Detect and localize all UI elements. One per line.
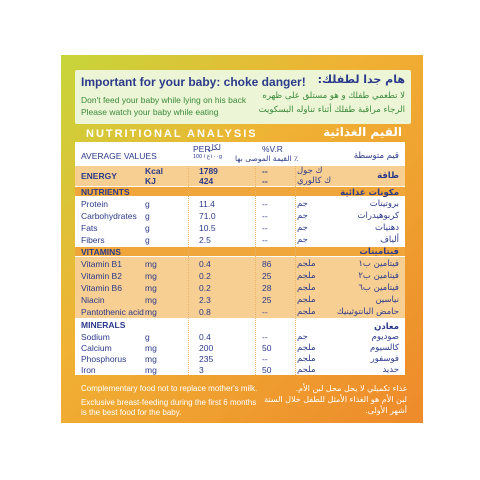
table-cell-name-ar: حديد [382, 365, 399, 375]
table-cell-name-ar: كربوهيدرات [357, 211, 399, 221]
footer-line: Exclusive breast-feeding during the first 6 months [81, 398, 257, 407]
table-cell-vr: -- [262, 199, 268, 209]
table-cell-unit-ar: ملجم [297, 307, 316, 317]
table-cell-unit: g [145, 332, 150, 342]
nutrients-section: NUTRIENTS [81, 187, 130, 197]
table-cell-value: 2.3 [199, 295, 211, 305]
footer-line-ar: لبن الأم هو الغذاء الأمثل للطفل خلال الستة [264, 395, 407, 404]
header-vr: %V.R [262, 144, 283, 154]
table-cell-vr: -- [262, 211, 268, 221]
table-cell-unit-ar: جم [297, 332, 308, 342]
table-cell-vr: 25 [262, 271, 272, 281]
nutrition-table [75, 142, 405, 375]
table-cell-name-ar: فوسفور [370, 354, 399, 364]
table-cell-name-ar: حامض البانتوثينيك [336, 307, 399, 317]
energy-band [75, 166, 405, 186]
table-cell-vr: 86 [262, 259, 272, 269]
table-cell-name: Fats [81, 223, 98, 233]
table-cell-unit-ar: ملجم [297, 259, 316, 269]
table-cell-name-ar: فيتامين ب١ [358, 259, 399, 269]
table-cell-unit-ar: ملجم [297, 283, 316, 293]
table-cell-name: Fibers [81, 235, 105, 245]
warning-title-ar: هام جدا لطفلك: [317, 73, 405, 86]
table-cell-vr: 50 [262, 365, 272, 375]
table-cell-name-ar: فيتامين ب٢ [358, 271, 399, 281]
footer-notice [75, 378, 411, 419]
table-cell-vr: -- [262, 223, 268, 233]
table-cell-name: Calcium [81, 343, 112, 353]
table-cell-unit: g [145, 211, 150, 221]
table-cell-unit-ar: ملجم [297, 354, 316, 364]
table-cell-vr: -- [262, 354, 268, 364]
energy-vr: -- [262, 166, 268, 176]
table-cell-unit: mg [145, 365, 157, 375]
table-cell-vr: -- [262, 235, 268, 245]
energy-value: 424 [199, 176, 214, 186]
footer-line-ar: غذاء تكميلي لا يحل محل لبن الأم. [295, 384, 407, 393]
warning-box [75, 70, 411, 124]
footer-line: is the best food for the baby. [81, 408, 182, 417]
table-cell-name: Pantothenic acid [81, 307, 144, 317]
table-cell-name-ar: بروتينات [369, 199, 399, 209]
warning-line: Please watch your baby while eating [81, 107, 219, 117]
table-cell-value: 71.0 [199, 211, 216, 221]
vitamins-section: VITAMINS [81, 247, 121, 257]
table-cell-unit: g [145, 223, 150, 233]
warning-line-ar: لا تطعمي طفلك و هو مستلق على ظهره [262, 91, 405, 101]
table-cell-vr: -- [262, 332, 268, 342]
warning-line-ar: الرجاء مراقبة طفلك أثناء تناوله البسكويت [258, 105, 405, 115]
table-cell-value: 0.4 [199, 332, 211, 342]
table-cell-name: Vitamin B2 [81, 271, 122, 281]
table-cell-name-ar: نياسين [375, 295, 399, 305]
table-cell-name: Sodium [81, 332, 110, 342]
table-cell-value: 10.5 [199, 223, 216, 233]
energy-label-ar: طاقة [377, 171, 399, 181]
energy-vr: -- [262, 176, 268, 186]
table-cell-value: 0.4 [199, 259, 211, 269]
table-cell-name-ar: صوديوم [371, 332, 399, 342]
table-cell-vr: 28 [262, 283, 272, 293]
header-average-ar: قيم متوسطة [353, 151, 399, 161]
table-cell-unit: mg [145, 283, 157, 293]
energy-unit: Kcal [145, 166, 163, 176]
table-cell-vr: -- [262, 307, 268, 317]
table-cell-unit-ar: جم [297, 235, 308, 245]
header-per: PER [193, 144, 211, 154]
header-average-values: AVERAGE VALUES [81, 151, 157, 161]
table-cell-unit-ar: ملجم [297, 271, 316, 281]
table-cell-unit-ar: جم [297, 199, 308, 209]
warning-title: Important for your baby: choke danger! [81, 75, 306, 89]
table-cell-name-ar: ألياف [380, 235, 399, 245]
vitamins-bar [75, 247, 405, 256]
table-cell-name: Vitamin B1 [81, 259, 122, 269]
minerals-section: MINERALS [81, 320, 126, 330]
table-cell-name: Protein [81, 199, 108, 209]
table-cell-vr: 25 [262, 295, 272, 305]
table-cell-value: 235 [199, 354, 214, 364]
table-cell-value: 0.2 [199, 271, 211, 281]
table-cell-unit: mg [145, 307, 157, 317]
table-cell-name: Iron [81, 365, 96, 375]
vitamins-section-ar: فيتامينات [359, 247, 399, 257]
column-divider [255, 166, 257, 375]
table-cell-vr: 50 [262, 343, 272, 353]
table-cell-unit-ar: جم [297, 223, 308, 233]
header-per-unit: ١٠٠غ / 100g [193, 154, 222, 160]
header-vr-ar: ٪ القيمة الموصى بها [235, 154, 298, 163]
table-cell-value: 11.4 [199, 199, 215, 209]
table-cell-unit: mg [145, 343, 157, 353]
footer-line-ar: أشهر الأولى. [365, 406, 407, 415]
energy-label: ENERGY [81, 171, 117, 181]
column-divider [295, 166, 297, 375]
energy-unit-ar: ك كالوري [297, 176, 332, 186]
table-cell-unit: mg [145, 271, 157, 281]
table-cell-name-ar: كالسيوم [369, 343, 399, 353]
section-heading: NUTRITIONAL ANALYSIS [86, 128, 258, 140]
warning-line: Don't feed your baby while lying on his back [81, 95, 247, 105]
table-cell-name: Phosphorus [81, 354, 127, 364]
table-cell-name-ar: دهنيات [375, 223, 399, 233]
table-cell-unit-ar: جم [297, 211, 308, 221]
energy-unit-ar: ك جول [297, 166, 323, 176]
table-cell-unit-ar: ملجم [297, 343, 316, 353]
nutrients-section-ar: مكونات غذائية [340, 188, 399, 198]
table-cell-unit: mg [145, 259, 157, 269]
table-cell-unit: mg [145, 295, 157, 305]
table-cell-name: Niacin [81, 295, 105, 305]
table-cell-name: Carbohydrates [81, 211, 137, 221]
energy-unit: KJ [145, 176, 156, 186]
column-divider [188, 166, 190, 375]
header-per-ar: لكل [208, 143, 221, 152]
table-cell-name-ar: فيتامين ب٦ [358, 283, 399, 293]
section-heading-ar: القيم الغذائية [323, 125, 402, 139]
table-cell-unit: g [145, 199, 150, 209]
table-cell-value: 2.5 [199, 235, 211, 245]
table-cell-value: 0.2 [199, 283, 211, 293]
table-cell-unit: mg [145, 354, 157, 364]
table-cell-unit-ar: ملجم [297, 365, 316, 375]
table-cell-value: 3 [199, 365, 204, 375]
energy-value: 1789 [199, 166, 218, 176]
minerals-section-ar: معادن [374, 322, 399, 332]
table-cell-name: Vitamin B6 [81, 283, 122, 293]
footer-line: Complementary food not to replace mother's milk. [81, 384, 258, 393]
table-cell-value: 0.8 [199, 307, 211, 317]
table-cell-value: 200 [199, 343, 214, 353]
table-cell-unit: g [145, 235, 150, 245]
table-cell-unit-ar: ملجم [297, 295, 316, 305]
